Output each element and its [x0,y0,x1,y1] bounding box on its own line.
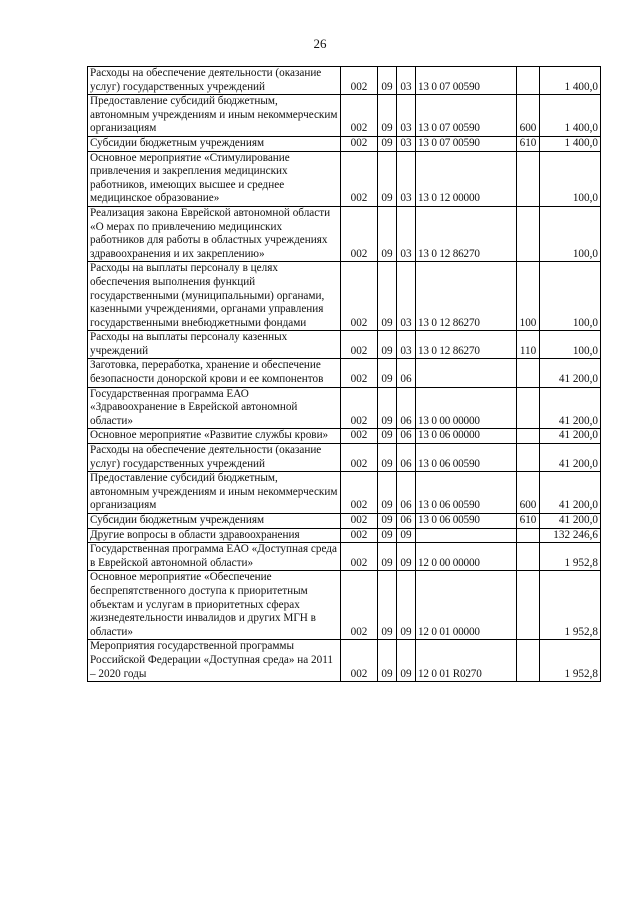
budget-table-body [88,67,601,682]
target-code-cell: 13 0 00 00000 [416,387,517,429]
target-code-cell: 13 0 12 00000 [416,151,517,206]
target-code-cell: 13 0 12 86270 [416,206,517,261]
target-code-cell: 13 0 07 00590 [416,67,517,95]
table-row [88,444,601,472]
section-code-cell: 09 [378,136,397,151]
dept-code-cell: 002 [341,136,378,151]
expense-type-cell [517,640,540,682]
target-code-cell: 13 0 12 86270 [416,262,517,331]
dept-code-cell: 002 [341,571,378,640]
target-code-cell: 13 0 06 00590 [416,444,517,472]
row-name-cell: Субсидии бюджетным учреждениям [88,136,341,151]
expense-type-cell: 600 [517,472,540,514]
expense-type-cell [517,67,540,95]
table-row [88,151,601,206]
row-name-cell: Реализация закона Еврейской автономной области «О мерах по привлечению медицинских работников для работы в областных учреждениях здравоохранения и их закреплению» [88,206,341,261]
amount-cell: 1 400,0 [540,95,601,137]
target-code-cell: 12 0 00 00000 [416,543,517,571]
section-code-cell: 09 [378,444,397,472]
dept-code-cell: 002 [341,429,378,444]
expense-type-cell [517,387,540,429]
section-code-cell: 09 [378,514,397,529]
amount-cell: 41 200,0 [540,514,601,529]
subsection-code-cell: 03 [397,136,416,151]
target-code-cell [416,359,517,387]
amount-cell: 41 200,0 [540,359,601,387]
subsection-code-cell: 06 [397,429,416,444]
amount-cell: 41 200,0 [540,387,601,429]
dept-code-cell: 002 [341,206,378,261]
amount-cell: 100,0 [540,331,601,359]
section-code-cell: 09 [378,359,397,387]
expense-type-cell: 110 [517,331,540,359]
section-code-cell: 09 [378,331,397,359]
expense-type-cell [517,206,540,261]
row-name-cell: Расходы на обеспечение деятельности (оказание услуг) государственных учреждений [88,444,341,472]
subsection-code-cell: 06 [397,387,416,429]
amount-cell: 100,0 [540,206,601,261]
table-row [88,136,601,151]
dept-code-cell: 002 [341,262,378,331]
target-code-cell: 12 0 01 00000 [416,571,517,640]
amount-cell: 41 200,0 [540,444,601,472]
table-row [88,472,601,514]
section-code-cell: 09 [378,95,397,137]
amount-cell: 41 200,0 [540,472,601,514]
expense-type-cell: 600 [517,95,540,137]
amount-cell: 1 952,8 [540,640,601,682]
section-code-cell: 09 [378,387,397,429]
expense-type-cell [517,429,540,444]
subsection-code-cell: 03 [397,95,416,137]
amount-cell: 41 200,0 [540,429,601,444]
row-name-cell: Другие вопросы в области здравоохранения [88,528,341,543]
subsection-code-cell: 06 [397,444,416,472]
target-code-cell: 13 0 06 00590 [416,472,517,514]
expense-type-cell [517,528,540,543]
target-code-cell: 12 0 01 R0270 [416,640,517,682]
row-name-cell: Расходы на выплаты персоналу в целях обеспечения выполнения функций государственными (муниципальными) органами, казенными учреждениями, органами управления государственными внебюджетными фондами [88,262,341,331]
table-row [88,387,601,429]
amount-cell: 1 400,0 [540,67,601,95]
section-code-cell: 09 [378,543,397,571]
dept-code-cell: 002 [341,359,378,387]
table-row [88,206,601,261]
dept-code-cell: 002 [341,67,378,95]
page-number: 26 [313,36,327,51]
subsection-code-cell: 06 [397,472,416,514]
section-code-cell: 09 [378,206,397,261]
row-name-cell: Предоставление субсидий бюджетным, автономным учреждениям и иным некоммерческим организациям [88,95,341,137]
subsection-code-cell: 09 [397,543,416,571]
section-code-cell: 09 [378,151,397,206]
row-name-cell: Основное мероприятие «Развитие службы крови» [88,429,341,444]
budget-table [87,66,601,682]
section-code-cell: 09 [378,472,397,514]
target-code-cell: 13 0 07 00590 [416,95,517,137]
dept-code-cell: 002 [341,331,378,359]
target-code-cell: 13 0 06 00590 [416,514,517,529]
subsection-code-cell: 03 [397,151,416,206]
row-name-cell: Расходы на обеспечение деятельности (оказание услуг) государственных учреждений [88,67,341,95]
table-row [88,640,601,682]
dept-code-cell: 002 [341,514,378,529]
dept-code-cell: 002 [341,528,378,543]
subsection-code-cell: 09 [397,571,416,640]
section-code-cell: 09 [378,640,397,682]
row-name-cell: Заготовка, переработка, хранение и обеспечение безопасности донорской крови и ее компонентов [88,359,341,387]
row-name-cell: Основное мероприятие «Стимулирование привлечения и закрепления медицинских работников, имеющих высшее и среднее медицинское образование» [88,151,341,206]
subsection-code-cell: 06 [397,359,416,387]
target-code-cell: 13 0 07 00590 [416,136,517,151]
subsection-code-cell: 09 [397,528,416,543]
expense-type-cell [517,151,540,206]
table-row [88,95,601,137]
amount-cell: 100,0 [540,151,601,206]
dept-code-cell: 002 [341,151,378,206]
table-row [88,514,601,529]
expense-type-cell [517,444,540,472]
table-row [88,262,601,331]
dept-code-cell: 002 [341,444,378,472]
table-row [88,528,601,543]
section-code-cell: 09 [378,571,397,640]
row-name-cell: Основное мероприятие «Обеспечение беспрепятственного доступа к приоритетным объектам и услугам в приоритетных сферах жизнедеятельности инвалидов и других МГН в области» [88,571,341,640]
subsection-code-cell: 03 [397,331,416,359]
row-name-cell: Мероприятия государственной программы Российской Федерации «Доступная среда» на 2011 – 2020 годы [88,640,341,682]
row-name-cell: Государственная программа ЕАО «Доступная среда в Еврейской автономной области» [88,543,341,571]
dept-code-cell: 002 [341,640,378,682]
subsection-code-cell: 03 [397,206,416,261]
table-row [88,359,601,387]
table-row [88,67,601,95]
dept-code-cell: 002 [341,472,378,514]
row-name-cell: Предоставление субсидий бюджетным, автономным учреждениям и иным некоммерческим организациям [88,472,341,514]
target-code-cell: 13 0 06 00000 [416,429,517,444]
target-code-cell: 13 0 12 86270 [416,331,517,359]
expense-type-cell: 610 [517,514,540,529]
amount-cell: 1 952,8 [540,543,601,571]
expense-type-cell [517,359,540,387]
target-code-cell [416,528,517,543]
table-row [88,429,601,444]
amount-cell: 132 246,6 [540,528,601,543]
subsection-code-cell: 03 [397,262,416,331]
expense-type-cell [517,571,540,640]
table-row [88,543,601,571]
dept-code-cell: 002 [341,95,378,137]
expense-type-cell: 610 [517,136,540,151]
dept-code-cell: 002 [341,543,378,571]
subsection-code-cell: 03 [397,67,416,95]
amount-cell: 100,0 [540,262,601,331]
row-name-cell: Расходы на выплаты персоналу казенных учреждений [88,331,341,359]
amount-cell: 1 400,0 [540,136,601,151]
table-row [88,331,601,359]
section-code-cell: 09 [378,262,397,331]
expense-type-cell [517,543,540,571]
row-name-cell: Субсидии бюджетным учреждениям [88,514,341,529]
table-row [88,571,601,640]
dept-code-cell: 002 [341,387,378,429]
section-code-cell: 09 [378,528,397,543]
expense-type-cell: 100 [517,262,540,331]
section-code-cell: 09 [378,429,397,444]
subsection-code-cell: 06 [397,514,416,529]
section-code-cell: 09 [378,67,397,95]
subsection-code-cell: 09 [397,640,416,682]
amount-cell: 1 952,8 [540,571,601,640]
row-name-cell: Государственная программа ЕАО «Здравоохранение в Еврейской автономной области» [88,387,341,429]
